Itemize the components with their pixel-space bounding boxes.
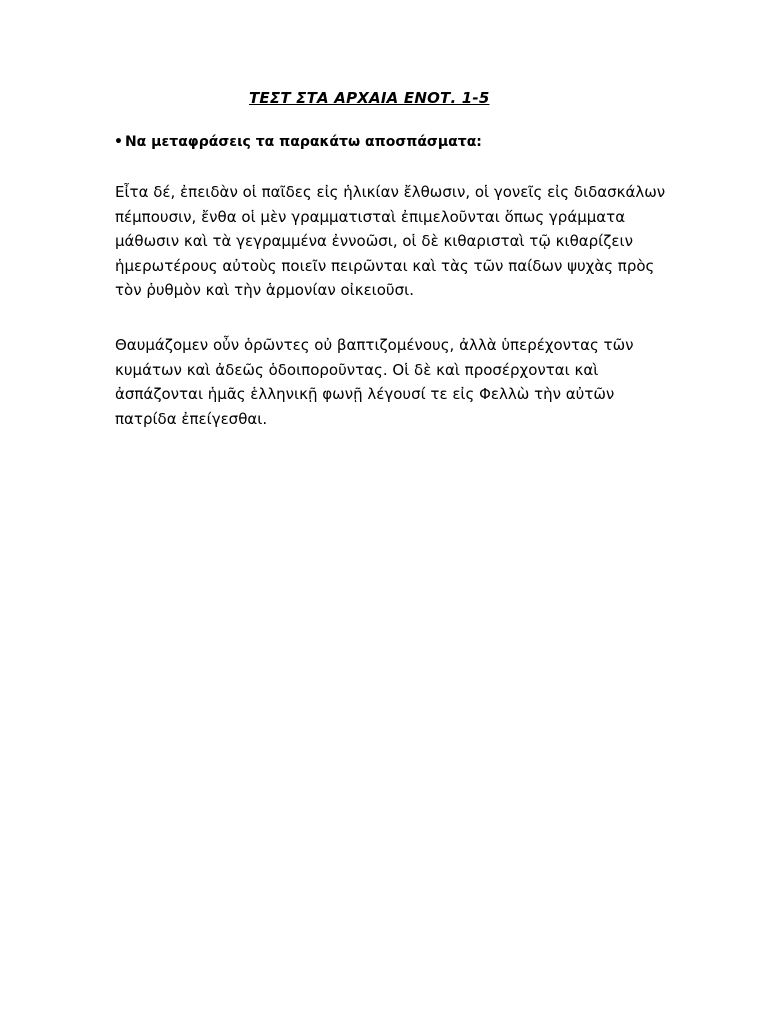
bullet-icon: • xyxy=(114,134,123,150)
passage-line: ἡμερωτέρους αὐτοὺς ποιεῖν πειρῶνται καὶ τὰς τῶν παίδων ψυχὰς πρὸς xyxy=(115,256,655,275)
passage-line: κυμάτων καὶ ἀδεῶς ὁδοιποροῦντας. Οἱ δὲ καὶ προσέρχονται καὶ xyxy=(115,360,599,379)
passage-line: πέμπουσιν, ἔνθα οἱ μὲν γραμματισταὶ ἐπιμελοῦνται ὅπως γράμματα xyxy=(115,207,626,226)
passage-line: ἀσπάζονται ἡμᾶς ἑλληνικῇ φωνῇ λέγουσί τε εἰς Φελλὼ τὴν αὐτῶν xyxy=(115,385,615,403)
instruction xyxy=(114,134,482,150)
passage-1 xyxy=(115,180,675,303)
instruction-text: Να μεταφράσεις τα παρακάτω αποσπάσματα: xyxy=(124,134,482,150)
passage-line: τὸν ῥυθμὸν καὶ τὴν ἁρμονίαν οἰκειοῦσι. xyxy=(115,281,414,299)
passage-line: μάθωσιν καὶ τὰ γεγραμμένα ἐννοῶσι, οἱ δὲ κιθαρισταὶ τῷ κιθαρίζειν xyxy=(115,232,633,250)
passage-line: Θαυμάζομεν οὖν ὁρῶντες οὐ βαπτιζομένους, ἀλλὰ ὑπερέχοντας τῶν xyxy=(115,336,634,354)
passage-line: Εἶτα δέ, ἐπειδὰν οἱ παῖδες εἰς ἡλικίαν ἔλθωσιν, οἱ γονεῖς εἰς διδασκάλων xyxy=(115,183,666,201)
passage-2 xyxy=(115,333,675,431)
document-title: ΤΕΣΤ ΣΤΑ ΑΡΧΑΙΑ ΕΝΟΤ. 1-5 xyxy=(249,89,490,107)
passage-line: πατρίδα ἐπείγεσθαι. xyxy=(115,409,268,428)
